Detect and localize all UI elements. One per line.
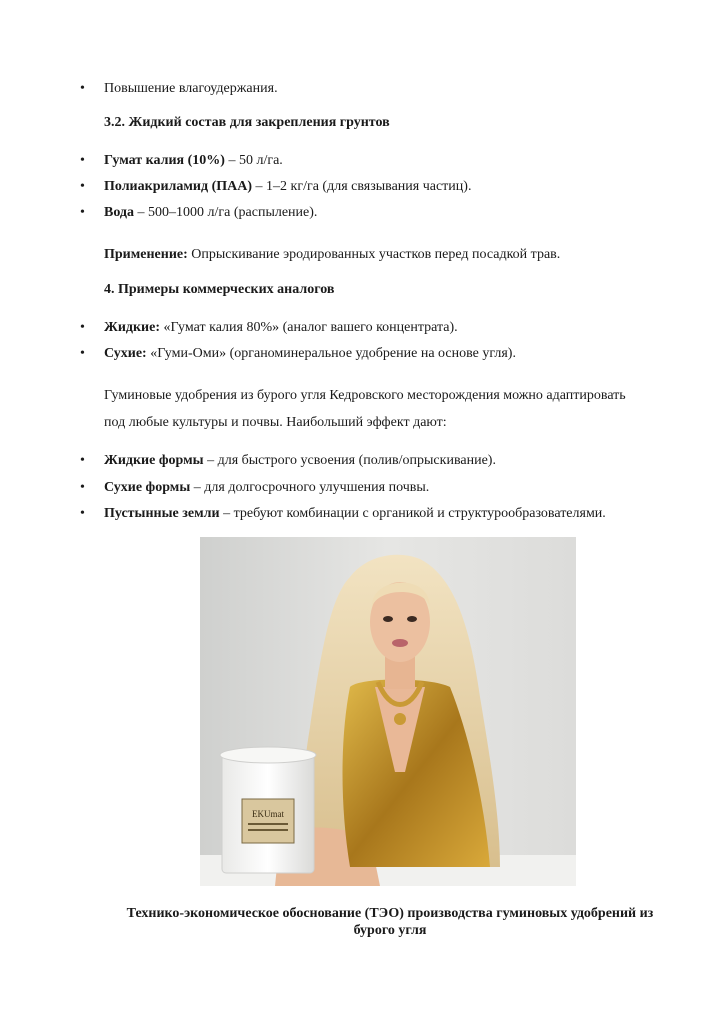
list-item-term: Сухие формы [104, 480, 191, 495]
list-item-text: – для долгосрочного улучшения почвы. [190, 480, 430, 495]
product-photo [200, 537, 576, 886]
eye-left [383, 616, 393, 622]
list-item-term: Пустынные земли [104, 506, 220, 521]
bucket-label-text: EKUmat [252, 809, 284, 819]
bucket-label-line [248, 829, 288, 831]
list-item-term: Жидкие: [104, 320, 160, 335]
list-item [104, 319, 458, 337]
list-item-term: Полиакриламид (ПАА) [104, 179, 253, 194]
application-term: Применение: [104, 247, 188, 262]
bucket-label-line [248, 823, 288, 825]
bullet-marker: • [80, 480, 85, 495]
list-item [104, 152, 283, 170]
list-item-text: «Гумат калия 80%» (аналог вашего концентрата). [160, 320, 458, 335]
list-item-text: «Гуми-Оми» (органоминеральное удобрение на основе угля). [146, 346, 516, 361]
list-item [104, 345, 516, 363]
body-paragraph-line: под любые культуры и почвы. Наибольший эффект дают: [104, 415, 447, 430]
bullet-marker: • [80, 320, 85, 335]
list-item-text: – требуют комбинации с органикой и структурообразователями. [219, 506, 606, 521]
bullet-marker: • [80, 153, 85, 168]
list-item [104, 479, 429, 497]
application-text: Опрыскивание эродированных участков перед посадкой трав. [187, 247, 561, 262]
list-item [104, 204, 317, 222]
bucket-lid [220, 747, 316, 763]
document-caption [100, 905, 680, 939]
list-item-text: – 1–2 кг/га (для связывания частиц). [252, 179, 472, 194]
necklace-pendant [394, 713, 406, 725]
bullet-marker: • [80, 506, 85, 521]
list-item-term: Гумат калия (10%) [104, 153, 225, 168]
list-item-text: – 500–1000 л/га (распыление). [134, 205, 318, 220]
section-heading-3-2: 3.2. Жидкий состав для закрепления грунтов [104, 115, 390, 130]
list-item [104, 505, 606, 523]
caption-line: Технико-экономическое обоснование (ТЭО) производства гуминовых удобрений из [126, 906, 654, 921]
photo-illustration [200, 537, 576, 886]
bullet-marker: • [80, 205, 85, 220]
bullet-marker: • [80, 81, 85, 96]
list-item-term: Жидкие формы [104, 453, 204, 468]
list-item-text: Повышение влагоудержания. [104, 81, 278, 96]
list-item [104, 178, 471, 196]
list-item [104, 80, 278, 98]
eye-right [407, 616, 417, 622]
bullet-marker: • [80, 346, 85, 361]
body-paragraph-line: Гуминовые удобрения из бурого угля Кедровского месторождения можно адаптировать [104, 388, 626, 403]
list-item-text: – 50 л/га. [224, 153, 283, 168]
caption-line: бурого угля [353, 923, 427, 938]
bucket-label [242, 799, 294, 843]
bullet-marker: • [80, 179, 85, 194]
bullet-marker: • [80, 453, 85, 468]
list-item-text: – для быстрого усвоения (полив/опрыскивание). [203, 453, 496, 468]
lips [392, 639, 408, 647]
application-paragraph [104, 246, 560, 264]
list-item-term: Сухие: [104, 346, 147, 361]
list-item-term: Вода [104, 205, 135, 220]
list-item [104, 452, 496, 470]
section-heading-4: 4. Примеры коммерческих аналогов [104, 282, 335, 297]
